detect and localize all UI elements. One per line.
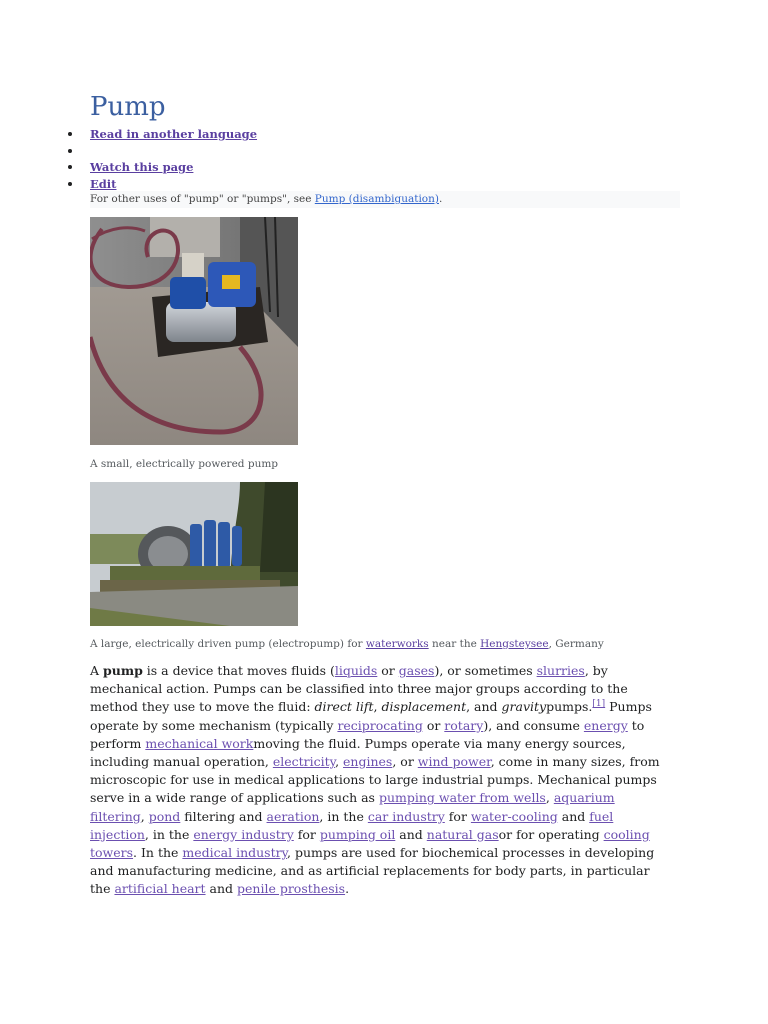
action-item-edit [66,176,306,193]
lead-paragraph [90,662,664,899]
para-text: , pumps are used for biochemical processes in developing and manufacturing medicine, and as artificial replacements for body parts, in particular the [90,845,655,897]
engines-link[interactable]: engines [343,754,393,770]
action-item-watch [66,159,306,176]
watch-this-page-link[interactable]: Watch this page [90,160,194,174]
para-text: to perform [90,717,645,751]
medical-industry-link[interactable]: medical industry [182,845,287,861]
para-text: , [545,790,554,806]
page-title: Pump [90,92,166,122]
citation-1-link[interactable]: [1] [592,699,606,710]
fuel-injection-link[interactable]: fuel injection [90,808,614,842]
waterworks-link[interactable]: waterworks [365,638,429,650]
para-text: filtering and [180,808,267,824]
mechanical-work-link[interactable]: mechanical work [145,735,254,751]
para-italic-term: gravity [501,699,547,715]
para-text: , by mechanical action. Pumps can be classified into three major groups according to the method they use to move the fluid: [90,663,628,715]
para-text: and [205,881,238,897]
action-item-language [66,126,306,143]
pumping-water-from-wells-link[interactable]: pumping water from wells [378,790,546,806]
penile-prosthesis-link[interactable]: penile prosthesis [237,881,346,897]
small-pump-image[interactable] [90,217,298,445]
electricity-link[interactable]: electricity [272,754,336,770]
edit-link[interactable]: Edit [90,176,117,191]
large-pump-image[interactable] [90,482,298,626]
para-italic-term: displacement [381,699,467,715]
artificial-heart-link[interactable]: artificial heart [114,881,206,897]
reciprocating-link[interactable]: reciprocating [337,717,423,733]
slurries-link[interactable]: slurries [536,663,585,678]
car-industry-link[interactable]: car industry [367,808,445,824]
action-item-empty [66,143,306,160]
hengsteysee-link[interactable]: Hengsteysee [480,638,549,650]
pond-link[interactable]: pond [148,808,181,824]
large-pump-caption-prefix: A large, electrically driven pump (electropump) for [90,638,366,650]
para-text: is a device that moves fluids ( [142,663,335,678]
para-text: ), or sometimes [434,663,537,678]
para-text: or [422,717,445,733]
large-pump-photo [90,482,298,626]
para-italic-term: direct lift [314,699,374,715]
aquarium-filtering-link[interactable]: aquarium filtering [90,790,615,824]
para-text: , [140,808,149,824]
para-text: Pumps operate by some mechanism (typically [90,699,652,733]
para-text: , in the [144,826,194,842]
para-text: and [395,826,427,842]
disambiguation-link[interactable]: Pump (disambiguation) [314,193,439,205]
page-actions-list [66,126,306,192]
para-text: , and [466,699,502,715]
para-text: or [377,663,399,678]
liquids-link[interactable]: liquids [334,663,378,678]
para-text: , in the [319,808,368,824]
wind-power-link[interactable]: wind power [417,754,491,770]
energy-industry-link[interactable]: energy industry [193,826,294,842]
para-text: . [345,881,350,897]
natural-gas-link[interactable]: natural gas [426,826,499,842]
large-pump-caption-mid: near the [428,638,481,650]
para-bold-term: pump [103,663,143,678]
para-text: moving the fluid. Pumps operate via many energy sources, including manual operation, [90,735,626,770]
para-text: pumps. [546,699,593,715]
large-pump-caption [90,637,604,651]
large-pump-caption-suffix: , Germany [548,638,604,650]
cooling-towers-link[interactable]: cooling towers [90,826,650,861]
aeration-link[interactable]: aeration [266,808,320,824]
hatnote-suffix: . [439,193,443,205]
para-text: and [557,808,590,824]
para-text: or for operating [498,826,604,842]
read-in-another-language-link[interactable]: Read in another language [90,127,258,141]
para-text: , [335,754,344,770]
small-pump-caption: A small, electrically powered pump [90,458,279,470]
para-text: , [373,699,382,715]
para-text: , or [392,754,418,770]
para-text: for [444,808,471,824]
gases-link[interactable]: gases [398,663,435,678]
para-text: ), and consume [483,717,584,733]
para-text: for [293,826,320,842]
pumping-oil-link[interactable]: pumping oil [319,826,396,842]
water-cooling-link[interactable]: water-cooling [470,808,558,824]
hatnote [90,191,680,208]
para-text: A [90,663,104,678]
small-pump-photo [90,217,298,445]
para-text: . In the [133,845,183,861]
rotary-link[interactable]: rotary [444,717,484,733]
energy-link[interactable]: energy [583,717,628,733]
hatnote-prefix: For other uses of "pump" or "pumps", see [90,193,315,205]
para-text: , come in many sizes, from microscopic for use in medical applications to large industrial pumps. Mechanical pumps serve in a wide range of applications such as [90,754,660,806]
